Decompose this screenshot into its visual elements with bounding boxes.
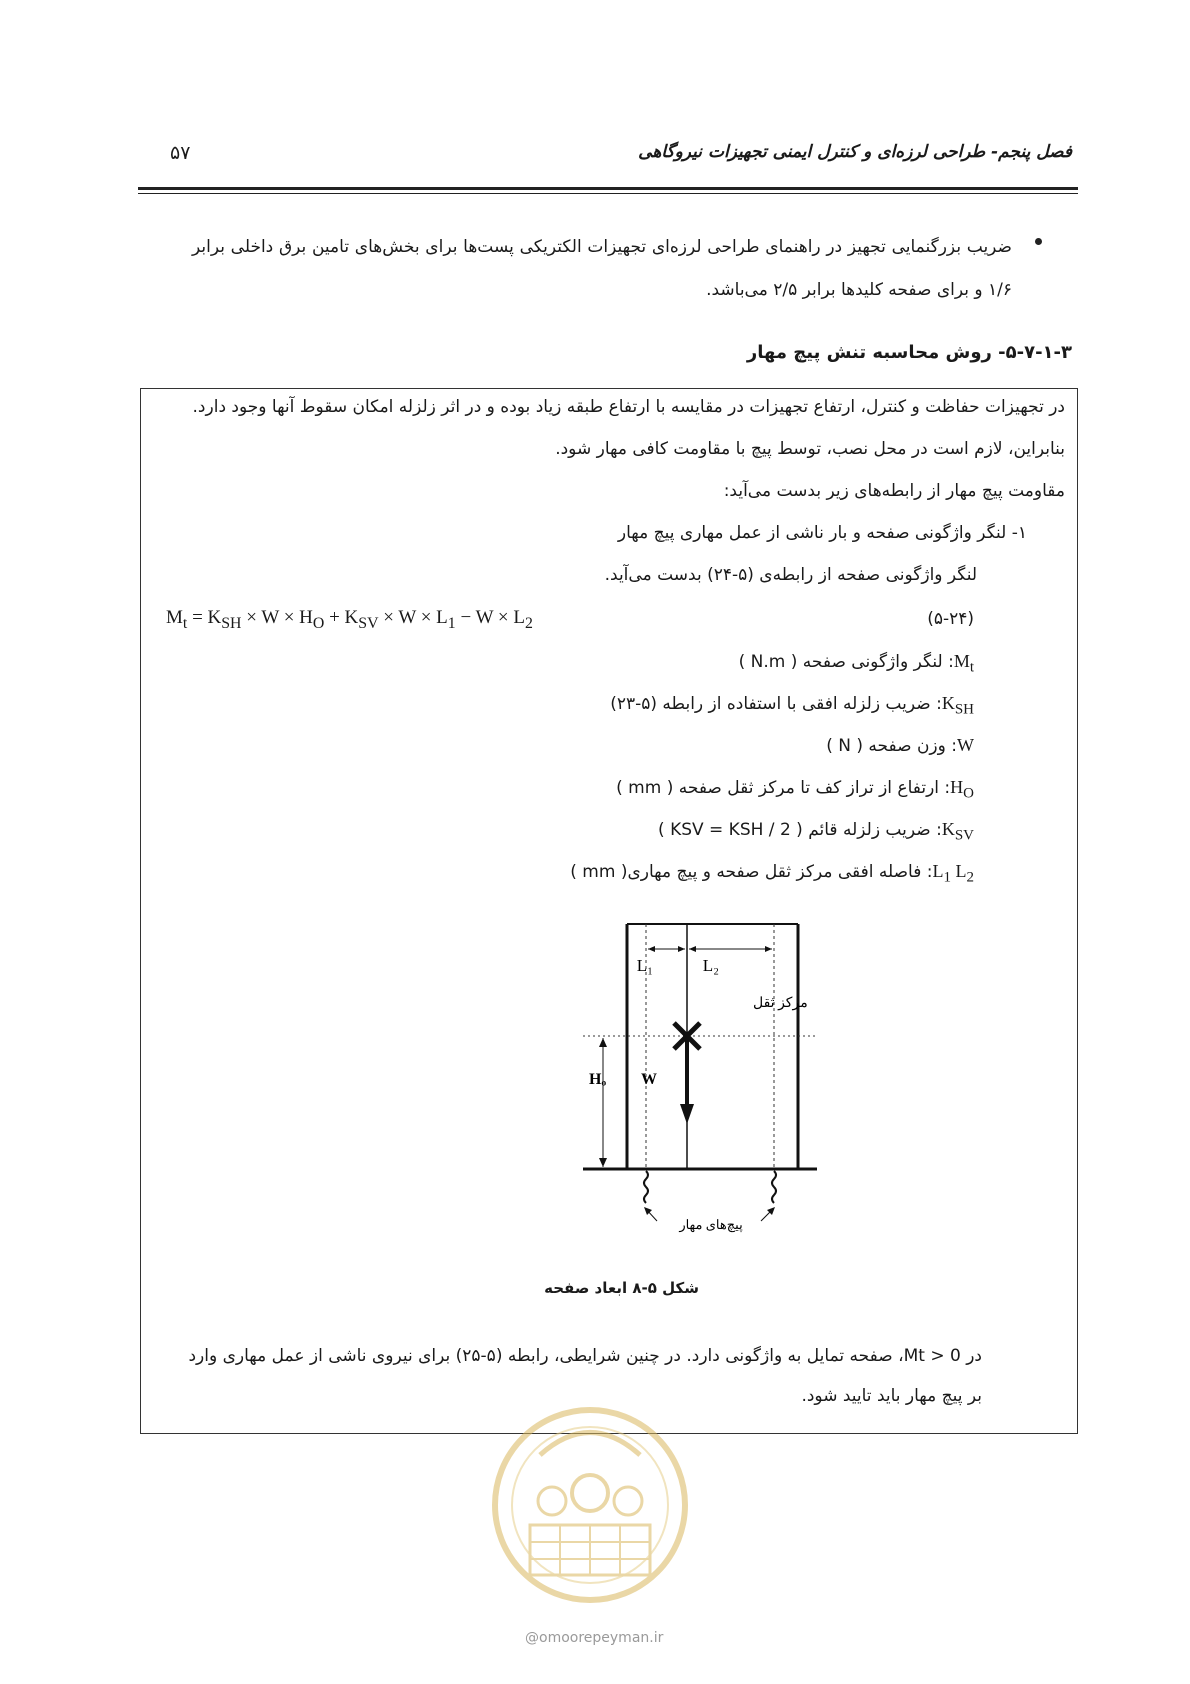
closing-line-1: در 0 < Mt، صفحه تمایل به واژگونی دارد. در چنین شرایطی، رابطه (۵-۲۵) برای نیروی ناشی از عمل مهاری وارد bbox=[188, 1346, 982, 1366]
bolt-right-icon bbox=[772, 1171, 776, 1203]
definition-mt: $M_t$: لنگر واژگونی صفحه ( N.m ) bbox=[738, 651, 974, 676]
bullet-paragraph: ضریب بزرگنمایی تجهیز در راهنمای طراحی لرزه‌ای تجهیزات الکتریکی پست‌ها برای بخش‌های تامین برق داخلی برابر ۱/۶ و برای صفحه کلیدها برابر ۲/۵ می‌باشد. bbox=[192, 237, 1012, 300]
intro-line-3: مقاومت پیچ مهار از رابطه‌های زیر بدست می‌آید: bbox=[723, 481, 1065, 501]
intro-line-1: در تجهیزات حفاظت و کنترل، ارتفاع تجهیزات در مقایسه با ارتفاع طبقه زیاد بوده و در اثر زلزله امکان سقوط آنها وجود دارد. bbox=[192, 397, 1065, 417]
panel-dimension-figure bbox=[431, 919, 851, 1269]
intro-line-2: بنابراین، لازم است در محل نصب، توسط پیچ با مقاومت کافی مهار شود. bbox=[555, 439, 1065, 459]
l2-label: L₂ bbox=[702, 956, 719, 975]
closing-line-2: بر پیچ مهار باید تایید شود. bbox=[801, 1386, 982, 1406]
item1-subtitle: لنگر واژگونی صفحه از رابطه‌ی (۵-۲۴) بدست می‌آید. bbox=[604, 565, 977, 585]
anchor-bolts-label: پیچ‌های مهار bbox=[679, 1217, 743, 1232]
chapter-title: فصل پنجم- طراحی لرزه‌ای و کنترل ایمنی تجهیزات نیروگاهی bbox=[638, 142, 1072, 162]
bolt-left-icon bbox=[644, 1171, 648, 1203]
bullet-icon bbox=[1035, 238, 1042, 245]
weight-label: W bbox=[641, 1071, 657, 1088]
definition-ho: $H_O$: ارتفاع از تراز کف تا مرکز ثقل صفحه ( mm ) bbox=[616, 777, 974, 802]
definition-l1-l2: $L_1$ $L_2$: فاصله افقی مرکز ثقل صفحه و پیچ مهاری( mm ) bbox=[570, 861, 974, 886]
page-number: ۵۷ bbox=[170, 142, 191, 164]
figure-caption: شکل ۵-۸ ابعاد صفحه bbox=[544, 1279, 699, 1297]
watermark-site: @omoorepeyman.ir bbox=[525, 1630, 664, 1646]
definition-ksv: $K_{SV}$: ضریب زلزله قائم ( KSV = KSH / 2 ) bbox=[658, 819, 974, 844]
definition-ksh: $K_{SH}$: ضریب زلزله افقی با استفاده از رابطه (۵-۲۳) bbox=[610, 693, 974, 718]
l1-label: L₁ bbox=[636, 956, 653, 975]
item1-title: ۱- لنگر واژگونی صفحه و بار ناشی از عمل مهاری پیچ مهار bbox=[617, 523, 1027, 543]
ho-label: Hₒ bbox=[589, 1071, 607, 1088]
header-rule-thin bbox=[138, 193, 1078, 194]
watermark-logo bbox=[470, 1385, 710, 1625]
equation: $M_t = K_{SH} \times W \times H_O + K_{SV} \times W \times L_1 - W \times L_2$ bbox=[166, 607, 533, 632]
section-heading: ۵-۷-۱-۳- روش محاسبه تنش پیچ مهار bbox=[746, 342, 1072, 363]
header-rule-thick bbox=[138, 187, 1078, 190]
content-box bbox=[140, 388, 1078, 1434]
center-of-gravity-label: مرکز ثقل bbox=[753, 996, 808, 1011]
definition-w: W: وزن صفحه ( N ) bbox=[826, 735, 974, 756]
equation-number: (۵-۲۴) bbox=[927, 609, 974, 629]
